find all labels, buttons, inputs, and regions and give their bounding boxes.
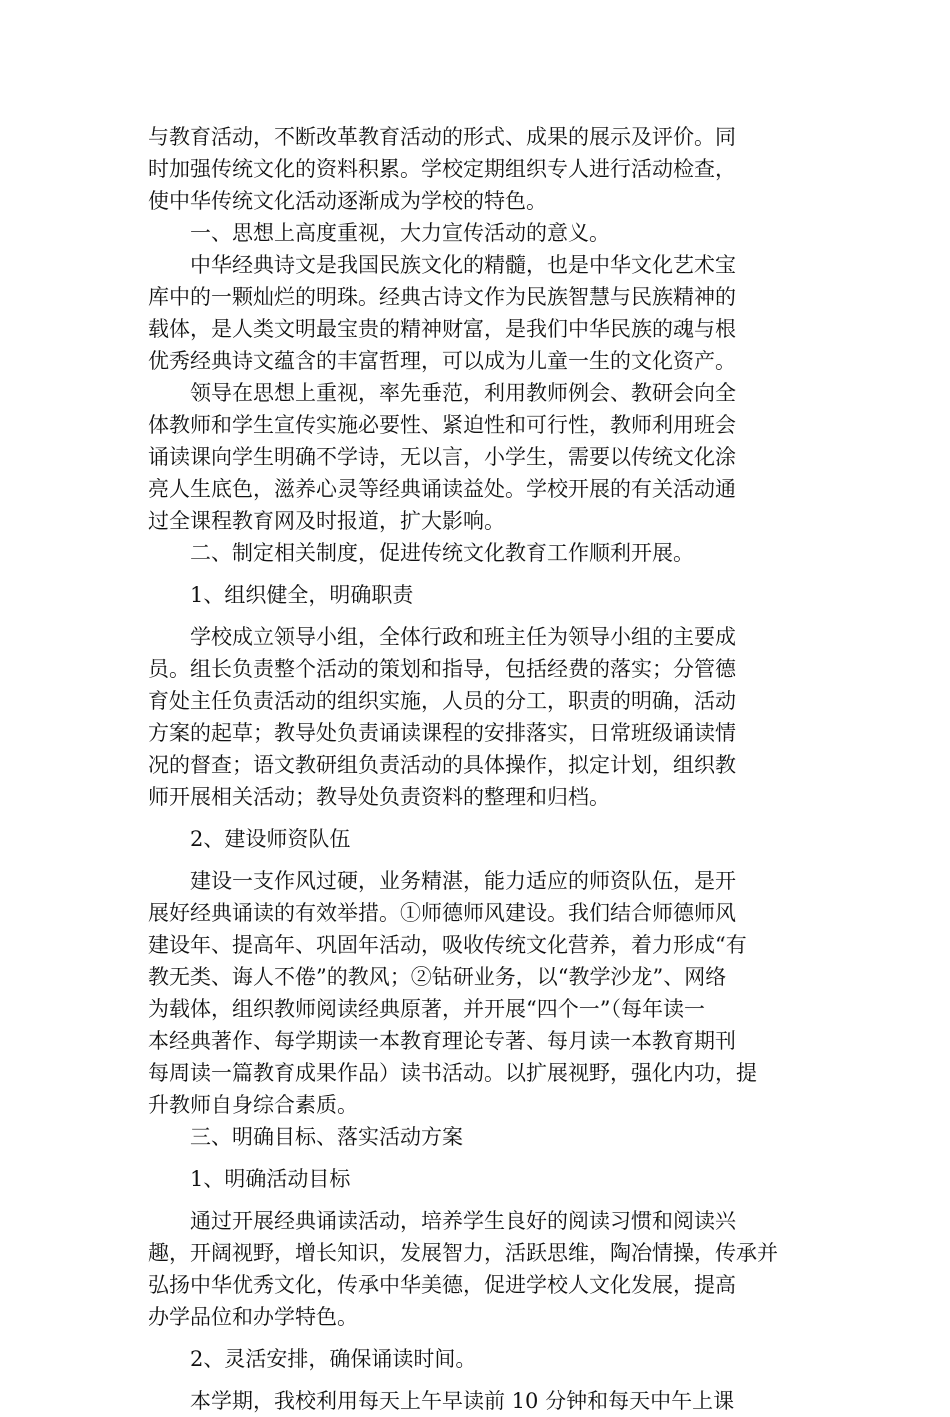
text-line: 中华经典诗文是我国民族文化的精髓，也是中华文化艺术宝 <box>190 253 736 277</box>
paragraph <box>148 537 810 569</box>
text-line: 为载体，组织教师阅读经典原著，并开展“四个一”（每年读一 <box>148 997 705 1021</box>
text-line: 育处主任负责活动的组织实施，人员的分工，职责的明确，活动 <box>148 689 736 713</box>
text-line: 每周读一篇教育成果作品）读书活动。以扩展视野，强化内功，提 <box>148 1061 757 1085</box>
text-line: 1、明确活动目标 <box>190 1167 351 1191</box>
paragraph <box>148 823 810 855</box>
paragraph <box>148 621 810 813</box>
paragraph <box>148 1385 810 1417</box>
text-line: 升教师自身综合素质。 <box>148 1093 358 1117</box>
paragraph <box>148 1163 810 1195</box>
paragraph <box>148 1205 810 1333</box>
text-line: 况的督查；语文教研组负责活动的具体操作，拟定计划，组织教 <box>148 753 736 777</box>
text-line: 2、灵活安排，确保诵读时间。 <box>190 1347 477 1371</box>
text-line: 库中的一颗灿烂的明珠。经典古诗文作为民族智慧与民族精神的 <box>148 285 736 309</box>
text-line: 2、建设师资队伍 <box>190 827 351 851</box>
text-line: 亮人生底色，滋养心灵等经典诵读益处。学校开展的有关活动通 <box>148 477 736 501</box>
paragraph <box>148 249 810 377</box>
paragraph <box>148 1121 810 1153</box>
paragraph <box>148 579 810 611</box>
text-line: 员。组长负责整个活动的策划和指导，包括经费的落实；分管德 <box>148 657 736 681</box>
text-line: 诵读课向学生明确不学诗，无以言，小学生，需要以传统文化涂 <box>148 445 736 469</box>
paragraph <box>148 217 810 249</box>
text-line: 1、组织健全，明确职责 <box>190 583 414 607</box>
text-line: 通过开展经典诵读活动，培养学生良好的阅读习惯和阅读兴 <box>190 1209 736 1233</box>
text-line: 使中华传统文化活动逐渐成为学校的特色。 <box>148 189 547 213</box>
text-line: 载体，是人类文明最宝贵的精神财富，是我们中华民族的魂与根 <box>148 317 736 341</box>
paragraph <box>148 1343 810 1375</box>
text-line: 师开展相关活动；教导处负责资料的整理和归档。 <box>148 785 610 809</box>
text-line: 弘扬中华优秀文化，传承中华美德，促进学校人文化发展，提高 <box>148 1273 736 1297</box>
text-line: 建设一支作风过硬，业务精湛，能力适应的师资队伍，是开 <box>190 869 736 893</box>
paragraph <box>148 121 810 217</box>
text-line: 优秀经典诗文蕴含的丰富哲理，可以成为儿童一生的文化资产。 <box>148 349 736 373</box>
text-line: 本学期，我校利用每天上午早读前 10 分钟和每天中午上课 <box>190 1389 735 1413</box>
text-line: 时加强传统文化的资料积累。学校定期组织专人进行活动检查， <box>148 157 736 181</box>
text-line: 领导在思想上重视，率先垂范，利用教师例会、教研会向全 <box>190 381 736 405</box>
text-line: 建设年、提高年、巩固年活动，吸收传统文化营养，着力形成“有 <box>148 933 747 957</box>
text-line: 本经典著作、每学期读一本教育理论专著、每月读一本教育期刊 <box>148 1029 736 1053</box>
text-line: 一、思想上高度重视，大力宣传活动的意义。 <box>190 221 610 245</box>
text-line: 方案的起草；教导处负责诵读课程的安排落实，日常班级诵读情 <box>148 721 736 745</box>
paragraph <box>148 377 810 537</box>
text-line: 二、制定相关制度，促进传统文化教育工作顺利开展。 <box>190 541 694 565</box>
text-line: 三、明确目标、落实活动方案 <box>190 1125 463 1149</box>
text-line: 学校成立领导小组，全体行政和班主任为领导小组的主要成 <box>190 625 736 649</box>
text-line: 趣，开阔视野，增长知识，发展智力，活跃思维，陶冶情操，传承并 <box>148 1241 778 1265</box>
text-line: 教无类、诲人不倦”的教风；②钻研业务，以“教学沙龙”、网络 <box>148 965 727 989</box>
document-body <box>148 121 810 1417</box>
text-line: 过全课程教育网及时报道，扩大影响。 <box>148 509 505 533</box>
text-line: 体教师和学生宣传实施必要性、紧迫性和可行性，教师利用班会 <box>148 413 736 437</box>
text-line: 办学品位和办学特色。 <box>148 1305 358 1329</box>
paragraph <box>148 865 810 1121</box>
text-line: 与教育活动，不断改革教育活动的形式、成果的展示及评价。同 <box>148 125 736 149</box>
text-line: 展好经典诵读的有效举措。①师德师风建设。我们结合师德师风 <box>148 901 736 925</box>
